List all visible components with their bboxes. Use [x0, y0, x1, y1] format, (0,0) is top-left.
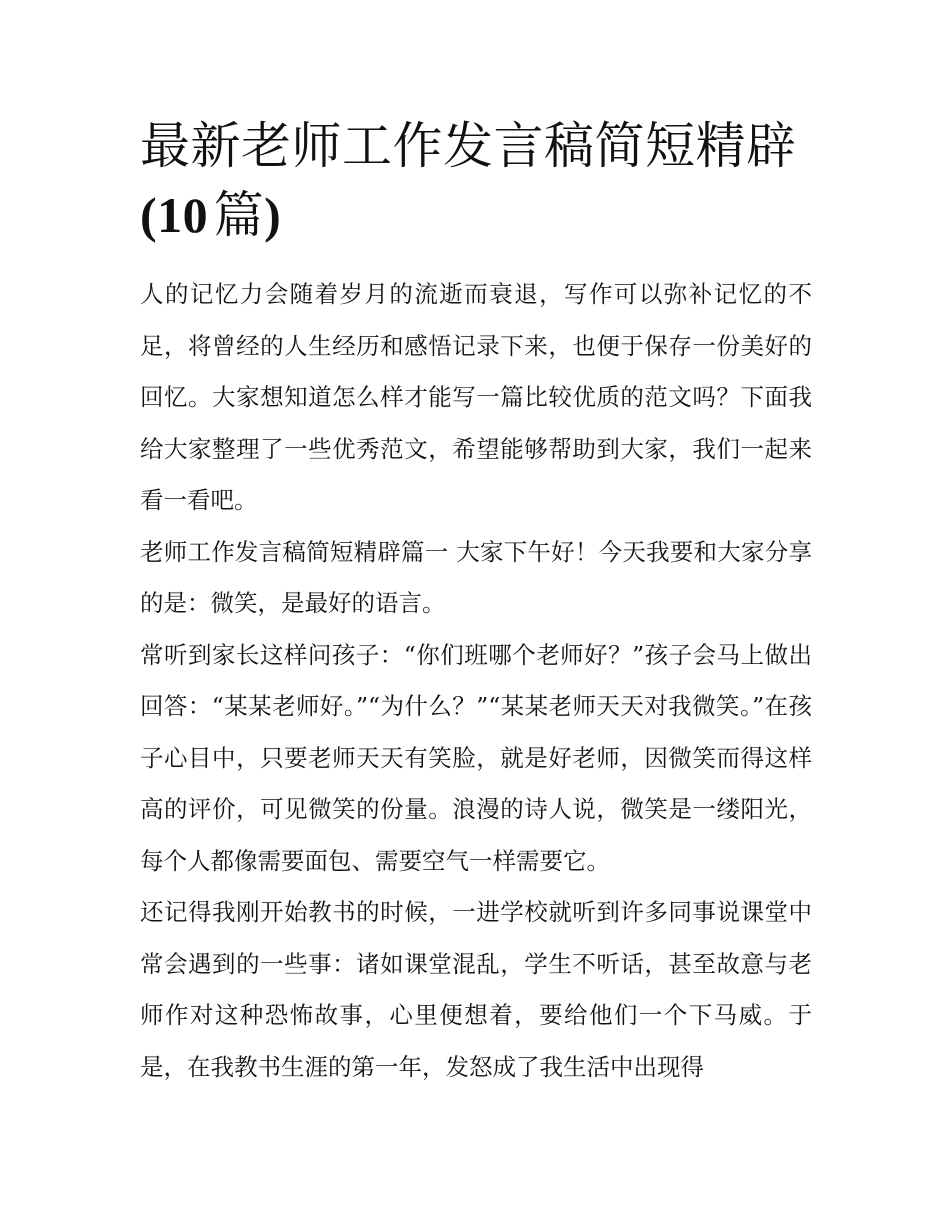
- paragraph-memory: 还记得我刚开始教书的时候，一进学校就听到许多同事说课堂中常会遇到的一些事：诸如课堂混乱，学生不听话，甚至故意与老师作对这种恐怖故事，心里便想着，要给他们一个下马威。于是，在我教书生涯的第一年，发怒成了我生活中出现得: [140, 898, 812, 1081]
- document-body: [140, 112, 812, 1093]
- title-paren-close: ): [264, 187, 282, 243]
- title-number: 10: [157, 187, 209, 243]
- paragraph-smile: 常听到家长这样问孩子：“你们班哪个老师好？”孩子会马上做出回答：“某某老师好。”“为什么？”“某某老师天天对我微笑。”在孩子心目中，只要老师天天有笑脸，就是好老师，因微笑而得这样高的评价，可见微笑的份量。浪漫的诗人说，微笑是一缕阳光，每个人都像需要面包、需要空气一样需要它。: [140, 640, 812, 875]
- title-unit: 篇: [213, 186, 265, 244]
- title-main: 最新老师工作发言稿简短精辟: [140, 117, 797, 175]
- title-paren-open: (: [140, 187, 158, 243]
- document-title: [140, 112, 812, 250]
- paragraph-intro: 人的记忆力会随着岁月的流逝而衰退，写作可以弥补记忆的不足，将曾经的人生经历和感悟记录下来，也便于保存一份美好的回忆。大家想知道怎么样才能写一篇比较优质的范文吗？下面我给大家整理了一些优秀范文，希望能够帮助到大家，我们一起来看一看吧。: [140, 280, 812, 514]
- paragraph-section-one: 老师工作发言稿简短精辟篇一 大家下午好！今天我要和大家分享的是：微笑，是最好的语言。: [140, 537, 812, 617]
